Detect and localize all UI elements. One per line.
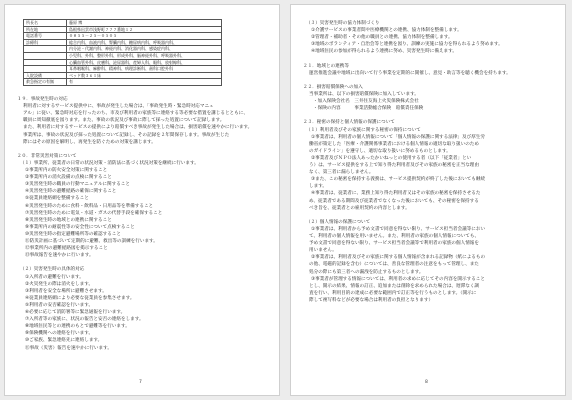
text-line: め、従業者である期間及び従業者でなくなった後においても、その秘密を保持する	[309, 198, 479, 204]
info-label	[24, 59, 67, 66]
text-line: ②火災発生の際は消火をします。	[25, 281, 94, 287]
text-line: ⑦災害発生時のために電気・水道・ガスの代替手段を確保すること	[25, 210, 163, 216]
info-value: ベッド数３６１床	[67, 72, 222, 79]
text-line: ⑪防災計画に基づいて定期的に避難、救出等の訓練を行います。	[25, 239, 158, 244]
text-line: ⑥必要に応じて消防署等に緊急通報を行います。	[25, 310, 126, 315]
document-page-8	[290, 4, 566, 396]
text-line: ⑨保険機関への連絡を行います。	[25, 331, 94, 337]
info-label	[24, 46, 67, 53]
info-table-row	[24, 26, 222, 33]
text-line: ②管理者・補助者・その他の職員との連携、協力体制を整備します。	[311, 35, 453, 41]
text-line: とし、開示の結果、情報の訂正、追加または削除を求められた場合は、遅滞なく調	[309, 283, 479, 289]
info-label: 診療科	[24, 39, 67, 46]
text-line: ２３．秘密の保持と個人情報の保護について	[303, 120, 395, 126]
text-line: ⑩ご家族、緊急連絡先に連絡します。	[25, 338, 103, 344]
info-value: 藤原 博	[67, 20, 222, 27]
info-table-row	[24, 59, 222, 66]
info-label: 所長名	[24, 20, 67, 27]
text-line: のガイドライン」を遵守し、適切な取り扱いに努めるものとします。	[309, 148, 451, 154]
text-line: ①事業所内の防火安全対策に関すること	[25, 168, 108, 173]
text-line: ②事業所内の消火設備の点検に関すること	[25, 175, 112, 181]
info-value: ０８５５－２５－０５０５	[67, 33, 222, 40]
text-line: ④事業者は、従業者に、業務上知り得た利用者又はその家族の秘密を保持させるた	[311, 191, 481, 197]
text-line: て、利用者の個人情報を用いません。また、利用者の家族の個人情報についても、	[309, 234, 480, 239]
text-line: ②事業者及びＮＰＯ法人あったかいねっとの使用する者（以下「従業者」とい	[311, 155, 472, 161]
text-line: ③また、この秘密を保持する義務は、サービス提供契約が終了した後においても継続	[311, 177, 486, 183]
info-table-row	[24, 46, 222, 53]
text-line: ④災害発生時の避難経路の確保に関すること	[25, 189, 117, 195]
info-table-row	[24, 33, 222, 40]
page-number: 8	[425, 380, 428, 385]
text-line: べき旨を、従業者との雇用契約の内容とします。	[309, 205, 410, 211]
info-label: 所在地	[24, 26, 67, 33]
text-line: ⑥災害発生時のために食料・飲料品・日用品等を準備すること	[25, 203, 154, 209]
info-table-row	[24, 79, 222, 86]
text-line: ⑤従業員連絡網を整備すること	[25, 196, 89, 202]
text-line: （２）個人情報の保護について	[306, 219, 371, 225]
info-table-row	[24, 72, 222, 79]
info-label	[24, 52, 67, 59]
text-line: ⑬事故報告を速やかに行います。	[25, 253, 94, 259]
text-line: （２）災害発生時の具体的対応	[20, 267, 85, 273]
text-line: ２０．非常災害対策について	[17, 153, 77, 159]
text-line: ⑤利用者の安否確認を行います。	[25, 302, 94, 308]
text-line: ⑦入所者等の家族に、状況の報告と安否の連絡をします。	[25, 317, 144, 323]
text-line: 職員に周知徹底を図ります。また、事故の状況及び事故に際して採った処置について記録します。	[23, 118, 225, 124]
facility-info-table	[23, 19, 222, 86]
text-line: 事業所は、事故の状況及び採った処置について記録し、その記録を２年間保存します。事故が生じた	[23, 132, 230, 138]
text-line: ・加入保険会社名 三井住友海上火災保険株式会社	[313, 99, 419, 105]
text-line: の他、電磁的記録を含む）については、善良な管理者の注意をもって管理し、また	[309, 262, 479, 268]
text-line: ①事業者は、利用者から予め文書で同意を得ない限り、サービス担当者会議等におい	[311, 226, 486, 232]
text-line: アル」に従い、緊急時対応を行ったのち、市及び利用者の家族等に連絡する等必要な措置を講じるとともに、	[23, 111, 248, 117]
text-line: 利用者に対するサービス提供中に、事故が発生した場合は、「事故発生時・緊急時対応マニュ	[23, 104, 214, 110]
text-line: ⑨事業所内の耐震性等の安全性について点検すること	[25, 224, 135, 230]
text-line: ④地域住民の参加が得られるよう連携に努め、災害発生時に備えます。	[311, 49, 457, 55]
text-line: ⑧災害発生時の地域との連携に関すること	[25, 217, 112, 223]
text-line: また、利用者に対するサービスの提供により賠償すべき事故が発生した場合は、損害賠償を速やかに行います。	[23, 125, 253, 131]
text-line: （１）事業所、従業者の日常の状況対策・消防法に基づく状況対策を継続に行います。	[20, 160, 199, 166]
info-label: 救急指定の有無	[24, 79, 67, 86]
text-line: 予め文書で同意を得ない限り、サービス担当者会議等で利用者の家族の個人情報を	[309, 241, 479, 247]
text-line: 際して複写料などが必要な場合は利用者の負担となります）	[309, 297, 434, 303]
text-line: ⑪事故（災害）報告を速やかに行います。	[25, 345, 112, 351]
text-line: ③事業者が管理する情報については、利用者の求めに応じてその内容を開示すること	[311, 276, 485, 282]
text-line: ③利用者を安全な場所に避難させます。	[25, 288, 107, 294]
info-value: 内分泌・代謝内科、神経内科、消化器内科、感染症内科、	[67, 46, 222, 53]
info-value: 小児科、外科、整形外科、形成外科、脳神経外科、呼吸器外科、	[67, 52, 222, 59]
info-table-row	[24, 66, 222, 73]
info-value: 耳鼻咽喉科、麻酔科、精神科、病理診断科、歯科口腔外科	[67, 66, 222, 73]
text-line: 働省が策定した「医療・介護関係事業者における個人情報の適切な取り扱いのため	[309, 141, 479, 147]
info-table-row	[24, 39, 222, 46]
info-value: 有	[67, 79, 222, 86]
text-line: 運営推進会議や地域に出向いて行う事業を定期的に開催し、意見・助言等を聴く機会を持ちます。	[309, 70, 511, 76]
text-line: ⑫事業所内の避難経路図を掲示すること	[25, 246, 108, 252]
text-line: ①介護サービスの事業者間や医療機関との連携、協力体制を整備します。	[311, 28, 462, 34]
text-line: （３）災害発生時の協力体制づくり	[306, 21, 380, 26]
info-value: 心臓血管外科、皮膚科、泌尿器科、産婦人科、眼科、放射線科、	[67, 59, 222, 66]
text-line: （１）利用者及びその家族に関する秘密の保持について	[306, 127, 421, 133]
text-line: ⑧地域住民等との連携のもとで避難等を行います。	[25, 324, 130, 330]
text-line: ③地域のボランティア・自治会等と連携を図り、訓練の実施に協力を得られるよう努めます。	[311, 42, 503, 48]
info-label: 入院設備	[24, 72, 67, 79]
page-number: 7	[139, 380, 142, 385]
info-table-row	[24, 52, 222, 59]
text-line: 際にはその原因を解明し、再発生を防ぐための対策を講じます。	[23, 139, 156, 145]
text-line: ２１．地域との連携等	[303, 63, 349, 69]
text-line: ④従業員連絡網により必要な従業員を参集させます。	[25, 295, 135, 301]
info-label: 電話番号	[24, 33, 67, 40]
text-line: 査を行い、利用目的の達成に必要な範囲内で訂正等を行うものとします。（開示に	[309, 290, 477, 296]
text-line: ②事業者は、利用者及びその家族に関する個人情報が含まれる記録物（紙によるもの	[311, 255, 486, 261]
text-line: します。	[309, 184, 328, 190]
text-line: ⑩災害発生時の指定避難場所等の確認すること	[25, 231, 121, 237]
text-line: ①入所者の避難を行います。	[25, 274, 84, 280]
text-line: う）は、サービス提供をする上で知り得た利用者及びその家族の秘密を正当な理由	[309, 163, 479, 168]
text-line: ２２．損害賠償保険への加入	[303, 84, 363, 90]
info-value: 島根県出雲市浅野町７７７番地１２	[67, 26, 222, 33]
text-line: ・保険の内容 事業活動総合保険 賠償責任保険	[313, 106, 424, 112]
info-table-row	[24, 20, 222, 27]
text-line: 用いません。	[309, 248, 337, 254]
text-line: 当事業所は、以下の損害賠償保険に加入しています。	[309, 92, 419, 97]
text-line: なく、第三者に漏らしません。	[309, 170, 374, 176]
info-value: 総合内科、血液内科、腎臓内科、糖尿病内科、呼吸器内科、	[67, 39, 222, 46]
text-line: 処分の際にも第三者への漏洩を防止するものとします。	[309, 269, 424, 275]
info-label	[24, 66, 67, 73]
document-page-7	[4, 4, 280, 396]
text-line: １９．事故発生時の対応	[17, 97, 68, 102]
text-line: ③災害発生時の職員の行動マニュアルに関すること	[25, 182, 130, 188]
text-line: ①事業者は、利用者の個人情報について「個人情報の保護に関する法律」及び厚生労	[311, 134, 485, 140]
